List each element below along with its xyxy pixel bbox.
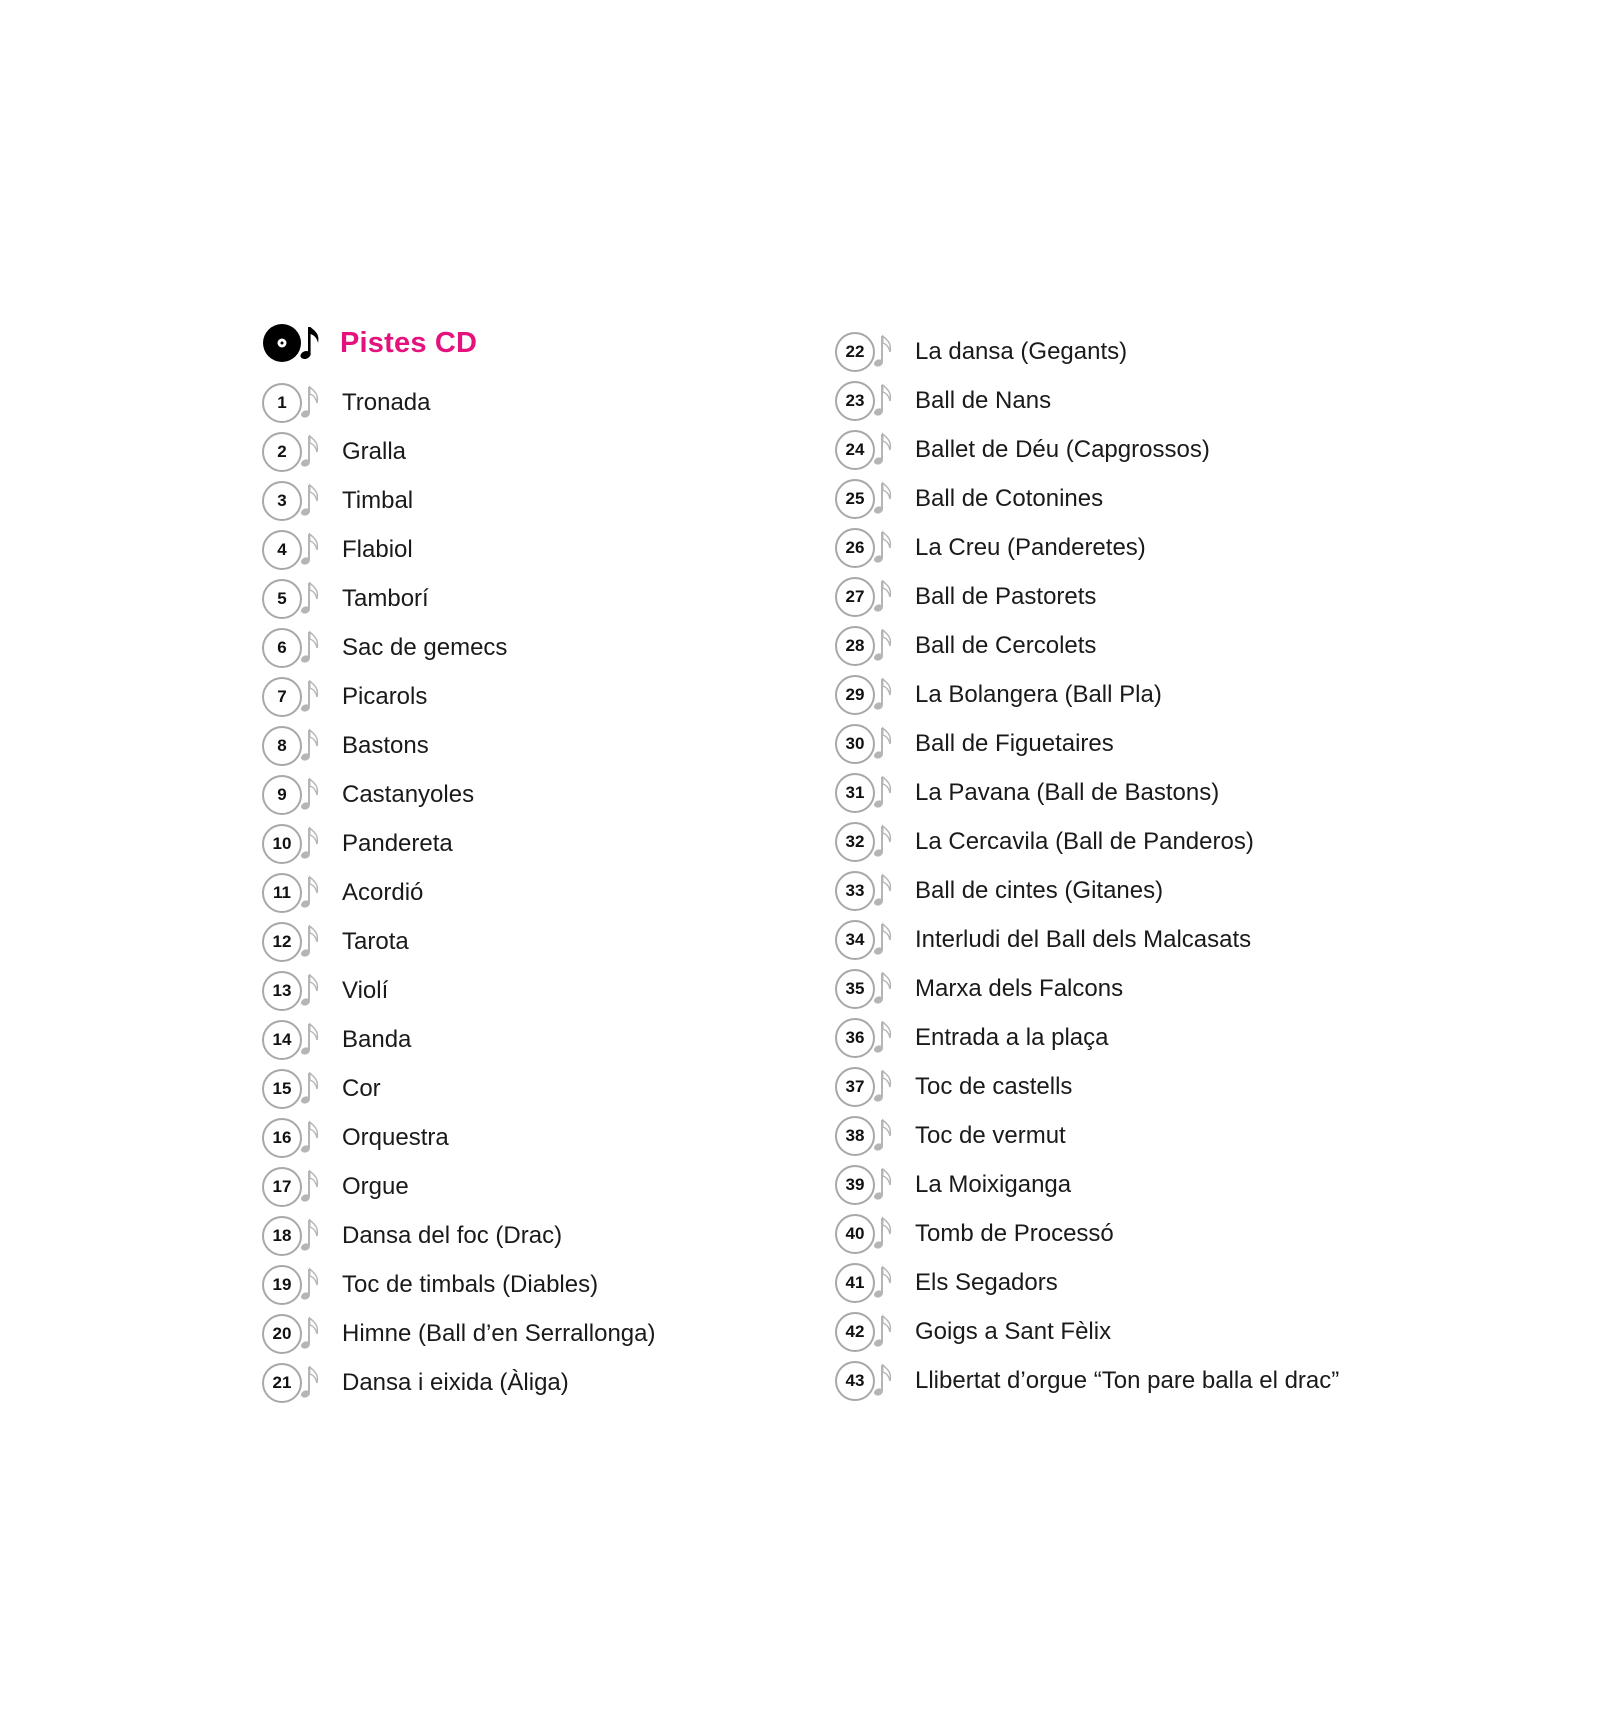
track-number-marker (835, 577, 879, 617)
track-item (262, 1162, 822, 1211)
track-title: Llibertat d’orgue “Ton pare balla el drac” (915, 1366, 1340, 1394)
track-number-badge: 9 (262, 775, 302, 815)
track-number-badge: 30 (835, 724, 875, 764)
track-number-marker (835, 1361, 879, 1401)
track-number-marker (835, 1263, 879, 1303)
track-item (262, 917, 822, 966)
music-note-icon (873, 1216, 893, 1252)
track-title: Ball de Cotonines (915, 484, 1104, 512)
music-note-icon (873, 873, 893, 909)
track-title: La dansa (Gegants) (915, 337, 1128, 365)
track-title: Toc de timbals (Diables) (342, 1270, 599, 1298)
track-title: La Creu (Panderetes) (915, 533, 1146, 561)
track-number-badge: 21 (262, 1363, 302, 1403)
track-number-badge: 39 (835, 1165, 875, 1205)
track-title: Dansa del foc (Drac) (342, 1221, 563, 1249)
track-number-marker (835, 1018, 879, 1058)
track-item (262, 672, 822, 721)
track-item (835, 817, 1575, 866)
track-number-marker (262, 1020, 306, 1060)
track-number-badge: 38 (835, 1116, 875, 1156)
track-number-marker (835, 1116, 879, 1156)
music-note-icon (873, 775, 893, 811)
track-number-marker (835, 969, 879, 1009)
track-item (835, 1111, 1575, 1160)
track-list-left (262, 378, 822, 1407)
track-title: Toc de vermut (915, 1121, 1066, 1149)
track-item (835, 1062, 1575, 1111)
track-number-badge: 43 (835, 1361, 875, 1401)
track-item (262, 1015, 822, 1064)
track-number-marker (262, 1069, 306, 1109)
track-number-badge: 28 (835, 626, 875, 666)
track-title: Ball de cintes (Gitanes) (915, 876, 1164, 904)
track-title: Els Segadors (915, 1268, 1058, 1296)
track-item (835, 523, 1575, 572)
track-title: Goigs a Sant Fèlix (915, 1317, 1112, 1345)
music-note-icon (873, 1363, 893, 1399)
track-item (835, 768, 1575, 817)
music-note-icon (299, 327, 318, 360)
track-number-badge: 25 (835, 479, 875, 519)
track-number-badge: 1 (262, 383, 302, 423)
track-number-marker (262, 677, 306, 717)
track-item (835, 327, 1575, 376)
track-item (835, 1209, 1575, 1258)
music-note-icon (300, 434, 320, 470)
track-number-marker (262, 824, 306, 864)
music-note-icon (873, 824, 893, 860)
track-number-badge: 41 (835, 1263, 875, 1303)
track-item (835, 915, 1575, 964)
track-item (262, 868, 822, 917)
track-item (835, 719, 1575, 768)
music-note-icon (300, 1120, 320, 1156)
music-note-icon (300, 728, 320, 764)
track-number-badge: 5 (262, 579, 302, 619)
track-number-badge: 6 (262, 628, 302, 668)
track-title: Ballet de Déu (Capgrossos) (915, 435, 1210, 463)
music-note-icon (300, 679, 320, 715)
track-number-marker (835, 381, 879, 421)
track-item (262, 1064, 822, 1113)
track-number-marker (835, 479, 879, 519)
music-note-icon (300, 385, 320, 421)
track-item (262, 819, 822, 868)
music-note-icon (873, 481, 893, 517)
track-number-marker (835, 430, 879, 470)
track-item (262, 966, 822, 1015)
music-note-icon (873, 1069, 893, 1105)
track-number-marker (262, 971, 306, 1011)
track-title: Flabiol (342, 535, 413, 563)
track-title: Entrada a la plaça (915, 1023, 1109, 1051)
cd-icon (262, 323, 302, 363)
track-number-marker (262, 579, 306, 619)
track-item (835, 1258, 1575, 1307)
track-number-badge: 36 (835, 1018, 875, 1058)
music-note-icon (873, 1314, 893, 1350)
track-number-marker (835, 528, 879, 568)
music-note-icon (300, 581, 320, 617)
music-note-icon (300, 1365, 320, 1401)
music-note-icon (873, 726, 893, 762)
track-number-marker (835, 1214, 879, 1254)
track-title: Ball de Figuetaires (915, 729, 1114, 757)
track-title: Cor (342, 1074, 381, 1102)
music-note-icon (300, 1071, 320, 1107)
music-note-icon (300, 483, 320, 519)
track-number-badge: 13 (262, 971, 302, 1011)
track-title: Gralla (342, 437, 407, 465)
track-number-badge: 2 (262, 432, 302, 472)
track-title: Tarota (342, 927, 409, 955)
track-title: Bastons (342, 731, 429, 759)
track-number-marker (835, 626, 879, 666)
track-number-badge: 40 (835, 1214, 875, 1254)
music-note-icon (300, 924, 320, 960)
track-item (835, 866, 1575, 915)
track-number-marker (835, 332, 879, 372)
track-number-marker (262, 1216, 306, 1256)
music-note-icon (300, 1316, 320, 1352)
music-note-icon (300, 973, 320, 1009)
track-item (262, 1260, 822, 1309)
track-title: La Moixiganga (915, 1170, 1072, 1198)
music-note-icon (873, 628, 893, 664)
track-number-badge: 12 (262, 922, 302, 962)
track-number-marker (262, 1265, 306, 1305)
track-title: Acordió (342, 878, 424, 906)
track-title: Tronada (342, 388, 431, 416)
track-item (835, 670, 1575, 719)
track-item (835, 1013, 1575, 1062)
track-number-badge: 26 (835, 528, 875, 568)
track-item (262, 1358, 822, 1407)
track-number-marker (262, 1363, 306, 1403)
track-number-badge: 11 (262, 873, 302, 913)
track-item (835, 1307, 1575, 1356)
track-list-right (835, 327, 1575, 1405)
track-item (262, 1309, 822, 1358)
track-number-badge: 31 (835, 773, 875, 813)
track-item (835, 572, 1575, 621)
music-note-icon (300, 1267, 320, 1303)
track-item (835, 1160, 1575, 1209)
track-number-badge: 20 (262, 1314, 302, 1354)
track-number-marker (835, 1312, 879, 1352)
track-item (835, 376, 1575, 425)
left-column (262, 318, 822, 1407)
track-number-badge: 27 (835, 577, 875, 617)
track-number-badge: 24 (835, 430, 875, 470)
music-note-icon (300, 1169, 320, 1205)
music-note-icon (300, 875, 320, 911)
track-number-badge: 16 (262, 1118, 302, 1158)
track-number-marker (835, 1067, 879, 1107)
music-note-icon (873, 922, 893, 958)
track-item (262, 525, 822, 574)
music-note-icon (873, 1167, 893, 1203)
track-title: Marxa dels Falcons (915, 974, 1124, 1002)
track-title: Castanyoles (342, 780, 475, 808)
track-number-marker (262, 481, 306, 521)
track-number-marker (262, 1118, 306, 1158)
track-item (262, 1211, 822, 1260)
track-title: La Pavana (Ball de Bastons) (915, 778, 1220, 806)
track-number-marker (262, 726, 306, 766)
track-number-badge: 19 (262, 1265, 302, 1305)
track-number-marker (835, 822, 879, 862)
track-number-badge: 3 (262, 481, 302, 521)
track-title: Tamborí (342, 584, 429, 612)
music-note-icon (873, 530, 893, 566)
music-note-icon (873, 383, 893, 419)
track-item (262, 427, 822, 476)
track-title: Ball de Cercolets (915, 631, 1097, 659)
track-title: Interludi del Ball dels Malcasats (915, 925, 1252, 953)
music-note-icon (300, 777, 320, 813)
track-title: Picarols (342, 682, 428, 710)
page-title: Pistes CD (340, 326, 478, 359)
track-item (262, 574, 822, 623)
track-number-badge: 32 (835, 822, 875, 862)
track-number-badge: 34 (835, 920, 875, 960)
track-number-marker (262, 383, 306, 423)
track-number-badge: 10 (262, 824, 302, 864)
music-note-icon (873, 971, 893, 1007)
track-number-badge: 35 (835, 969, 875, 1009)
track-number-badge: 37 (835, 1067, 875, 1107)
music-note-icon (873, 1118, 893, 1154)
track-number-badge: 23 (835, 381, 875, 421)
track-title: Timbal (342, 486, 414, 514)
track-number-badge: 8 (262, 726, 302, 766)
track-item (262, 770, 822, 819)
header (262, 318, 822, 368)
track-item (262, 623, 822, 672)
track-number-badge: 18 (262, 1216, 302, 1256)
track-item (835, 621, 1575, 670)
music-note-icon (873, 334, 893, 370)
track-title: Orquestra (342, 1123, 449, 1151)
track-number-marker (262, 1167, 306, 1207)
track-number-badge: 17 (262, 1167, 302, 1207)
track-title: Sac de gemecs (342, 633, 508, 661)
track-title: Ball de Pastorets (915, 582, 1097, 610)
track-number-badge: 33 (835, 871, 875, 911)
track-title: La Bolangera (Ball Pla) (915, 680, 1162, 708)
right-column (835, 327, 1575, 1405)
track-number-badge: 7 (262, 677, 302, 717)
track-item (262, 476, 822, 525)
track-title: Banda (342, 1025, 412, 1053)
music-note-icon (300, 826, 320, 862)
track-number-marker (835, 773, 879, 813)
track-title: Orgue (342, 1172, 409, 1200)
track-item (835, 964, 1575, 1013)
track-item (262, 378, 822, 427)
track-number-marker (262, 628, 306, 668)
music-note-icon (300, 532, 320, 568)
track-number-marker (262, 775, 306, 815)
music-note-icon (873, 579, 893, 615)
track-number-badge: 42 (835, 1312, 875, 1352)
track-number-marker (262, 1314, 306, 1354)
track-title: Toc de castells (915, 1072, 1073, 1100)
track-number-marker (262, 922, 306, 962)
track-title: Himne (Ball d’en Serrallonga) (342, 1319, 656, 1347)
track-number-marker (262, 530, 306, 570)
track-number-marker (262, 432, 306, 472)
track-title: Dansa i eixida (Àliga) (342, 1368, 569, 1396)
music-note-icon (300, 630, 320, 666)
track-item (835, 1356, 1575, 1405)
music-note-icon (873, 1265, 893, 1301)
music-note-icon (300, 1022, 320, 1058)
music-note-icon (873, 432, 893, 468)
track-number-badge: 22 (835, 332, 875, 372)
track-item (835, 425, 1575, 474)
music-note-icon (873, 677, 893, 713)
track-title: La Cercavila (Ball de Panderos) (915, 827, 1254, 855)
track-number-marker (835, 920, 879, 960)
track-number-badge: 29 (835, 675, 875, 715)
track-title: Pandereta (342, 829, 453, 857)
track-item (262, 721, 822, 770)
track-item (262, 1113, 822, 1162)
track-number-marker (262, 873, 306, 913)
track-item (835, 474, 1575, 523)
track-number-marker (835, 1165, 879, 1205)
track-number-marker (835, 675, 879, 715)
track-title: Tomb de Processó (915, 1219, 1114, 1247)
track-number-badge: 14 (262, 1020, 302, 1060)
track-title: Violí (342, 976, 389, 1004)
track-number-marker (835, 724, 879, 764)
track-number-marker (835, 871, 879, 911)
track-title: Ball de Nans (915, 386, 1052, 414)
track-number-badge: 4 (262, 530, 302, 570)
track-number-badge: 15 (262, 1069, 302, 1109)
music-note-icon (300, 1218, 320, 1254)
music-note-icon (873, 1020, 893, 1056)
